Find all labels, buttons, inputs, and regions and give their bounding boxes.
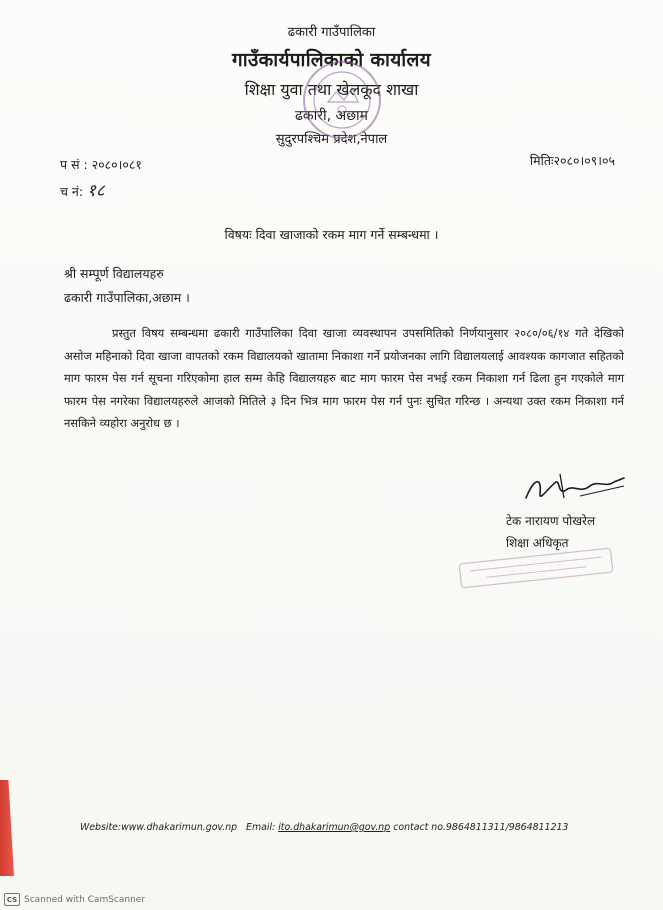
contact-numbers: 9864811311/9864811213 [445,822,569,833]
official-rubber-stamp [455,544,617,593]
reference-block [60,152,142,205]
website-label: Website: [80,822,122,833]
office-name: गाउँकार्यपालिकाको कार्यालय [232,49,431,71]
signatory-title: शिक्षा अधिकृत [506,536,569,550]
scanner-text: Scanned with CamScanner [24,894,146,905]
dispatch-number-row [60,178,142,205]
province-country: सुदुरपश्चिम प्रदेश,नेपाल [275,132,388,147]
email-link[interactable]: ito.dhakarimun@gov.np [278,822,391,833]
website-link[interactable]: www.dhakarimun.gov.np [121,822,238,833]
office-seal-stamp [300,58,384,142]
email-label: Email: [246,822,276,833]
recipient-line-2: ढकारी गाउँपालिका,अछाम । [64,290,190,305]
letter-body: प्रस्तुत विषय सम्बन्धमा ढकारी गाउँपालिका दिवा खाजा व्यवस्थापन उपसमितिको निर्णयानुसार २०८०/०६/१४ गते देखिको असोज महिनाको दिवा खाजा वापतको रकम विद्यालयको खातामा निकाशा गर्ने प्रयोजनका लागि विद्यालयलाई आवश्यक कागजात सहितको माग फारम पेस गर्न सूचना गरिएकोमा हाल सम्म केहि विद्यालयहरु बाट माग फारम पेस नभई रकम निकाशा गर्न ढिला हुन गएकोले माग फारम पेस नगरेका विद्यालयहरुले आजको मितिले ३ दिन भित्र माग फारम पेस गर्न पुनः सुचित गरिन्छ । अन्यथा उक्त रकम निकाशा गर्न नसकिने व्यहोरा अनुरोध छ । [64,326,624,430]
camscanner-logo-icon: CS [4,893,20,906]
dispatch-number-value: १८ [87,181,105,201]
handwritten-signature [520,468,630,508]
dispatch-number-label: च नं: [60,184,84,199]
contact-footer [80,822,568,833]
letter-number: प सं : २०८०।०८१ [60,157,142,172]
section-name: शिक्षा युवा तथा खेलकूद शाखा [244,80,419,99]
letter-date: मितिः२०८०।०९।०५ [529,153,615,168]
municipality-name: ढकारी गाउँपालिका [287,25,376,40]
letter-subject: विषयः दिवा खाजाको रकम माग गर्ने सम्बन्धमा । [224,227,439,242]
signatory-name: टेक नारायण पोखरेल [506,514,596,528]
recipient-block [64,262,190,310]
page-edge-red-strip [0,780,14,876]
office-location: ढकारी, अछाम [294,108,369,124]
contact-label: contact no. [393,822,446,833]
recipient-line-1: श्री सम्पूर्ण विद्यालयहरु [64,266,164,281]
scanner-watermark [4,893,145,906]
